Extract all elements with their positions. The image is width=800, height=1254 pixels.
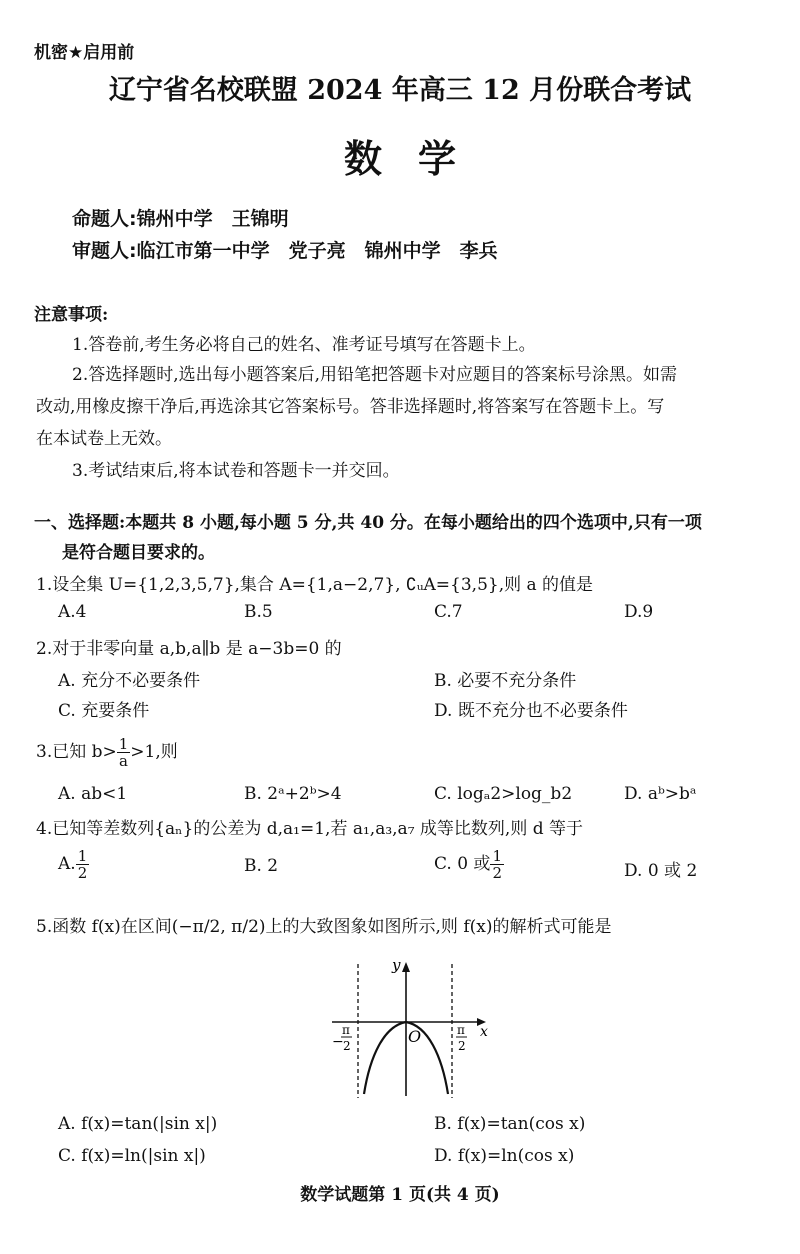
q4-option-d: D. 0 或 2 [624, 861, 698, 881]
q4-option-c [434, 848, 504, 881]
q5-stem [36, 912, 611, 937]
q4-option-a [58, 848, 89, 881]
q3-stem-pre: 3.已知 b> [36, 742, 117, 762]
q4-c-label: C. 0 或 [434, 854, 491, 874]
section-heading-line-1: 一、选择题:本题共 8 小题,每小题 5 分,共 40 分。在每小题给出的四个选项中,只有一项 [34, 513, 702, 533]
q4-c-num: 1 [492, 847, 502, 865]
q5-option-b: B. f(x)=tan(cos x) [434, 1114, 586, 1134]
y-axis-arrow [402, 962, 410, 972]
q4-option-b: B. 2 [244, 856, 279, 876]
q4-stem: 4.已知等差数列{aₙ}的公差为 d,a₁=1,若 a₁,a₃,a₇ 成等比数列,则 d 等于 [36, 819, 584, 839]
section-heading-line-2: 是符合题目要求的。 [62, 543, 215, 563]
exam-title: 辽宁省名校联盟 2024 年高三 12 月份联合考试 [108, 75, 692, 106]
q1-option-a: A.4 [58, 602, 87, 622]
confidential-label: 机密★启用前 [34, 43, 135, 63]
q1-option-c: C.7 [434, 602, 463, 622]
pos-pi-label: π [457, 1023, 465, 1037]
q2-stem: 2.对于非零向量 a,b,a∥b 是 a−3b=0 的 [36, 639, 342, 659]
q1-option-b: B.5 [244, 602, 273, 622]
q4-c-den: 2 [492, 864, 502, 882]
q3-stem [36, 736, 178, 769]
subject-title: 数学 [343, 136, 492, 181]
neg-sign-label: − [332, 1034, 344, 1050]
q1-option-d: D.9 [624, 602, 654, 622]
q2-option-a: A. 充分不必要条件 [58, 671, 201, 691]
q4-a-num: 1 [77, 847, 88, 865]
q1-stem: 1.设全集 U={1,2,3,5,7},集合 A={1,a−2,7}, ∁ᵤA={3,5},则 a 的值是 [36, 575, 594, 595]
origin-label: O [408, 1027, 422, 1046]
neg-pi-label: π [342, 1023, 350, 1037]
q5-option-c: C. f(x)=ln(|sin x|) [58, 1146, 206, 1166]
q2-option-d: D. 既不充分也不必要条件 [434, 701, 628, 721]
pos-two-label: 2 [458, 1039, 466, 1053]
q4-a-den: 2 [77, 864, 88, 882]
note-2-line-2: 改动,用橡皮擦干净后,再选涂其它答案标号。答非选择题时,将答案写在答题卡上。写 [36, 397, 665, 417]
q3-stem-post: >1,则 [130, 742, 178, 762]
q5-option-d: D. f(x)=ln(cos x) [434, 1146, 575, 1166]
reviewer-line: 审题人:临江市第一中学 党子亮 锦州中学 李兵 [72, 240, 498, 262]
q3-option-d: D. aᵇ>bᵃ [624, 784, 697, 804]
q5-stem-pre: 5.函数 f(x)在区间 [36, 917, 172, 937]
q5-option-a: A. f(x)=tan(|sin x|) [58, 1114, 218, 1134]
q5-interval: (−π/2, π/2) [171, 917, 266, 937]
page-footer: 数学试题第 1 页(共 4 页) [300, 1185, 500, 1205]
q3-option-a: A. ab<1 [58, 784, 128, 804]
author-line: 命题人:锦州中学 王锦明 [72, 208, 289, 230]
neg-two-label: 2 [343, 1039, 351, 1053]
q4-a-label: A. [58, 854, 76, 874]
q3-frac-den: a [119, 752, 128, 770]
q3-option-b: B. 2ᵃ+2ᵇ>4 [244, 784, 342, 804]
q5-stem-post: 上的大致图象如图所示,则 f(x)的解析式可能是 [265, 917, 612, 937]
function-graph [320, 956, 500, 1102]
note-2-line-3: 在本试卷上无效。 [36, 429, 172, 449]
q2-option-c: C. 充要条件 [58, 701, 150, 721]
note-1: 1.答卷前,考生务必将自己的姓名、准考证号填写在答题卡上。 [72, 335, 536, 355]
note-3: 3.考试结束后,将本试卷和答题卡一并交回。 [72, 461, 400, 481]
q3-fraction [117, 736, 131, 769]
q3-frac-num: 1 [118, 735, 129, 753]
q4-a-fraction [76, 848, 90, 881]
q3-option-c: C. logₐ2>log_b2 [434, 784, 573, 804]
notes-heading: 注意事项: [34, 305, 109, 325]
y-axis-label: y [392, 956, 401, 974]
note-2-line-1: 2.答选择题时,选出每小题答案后,用铅笔把答题卡对应题目的答案标号涂黑。如需 [72, 365, 678, 385]
q2-option-b: B. 必要不充分条件 [434, 671, 577, 691]
x-axis-label: x [480, 1024, 488, 1040]
q4-c-fraction [490, 848, 504, 881]
